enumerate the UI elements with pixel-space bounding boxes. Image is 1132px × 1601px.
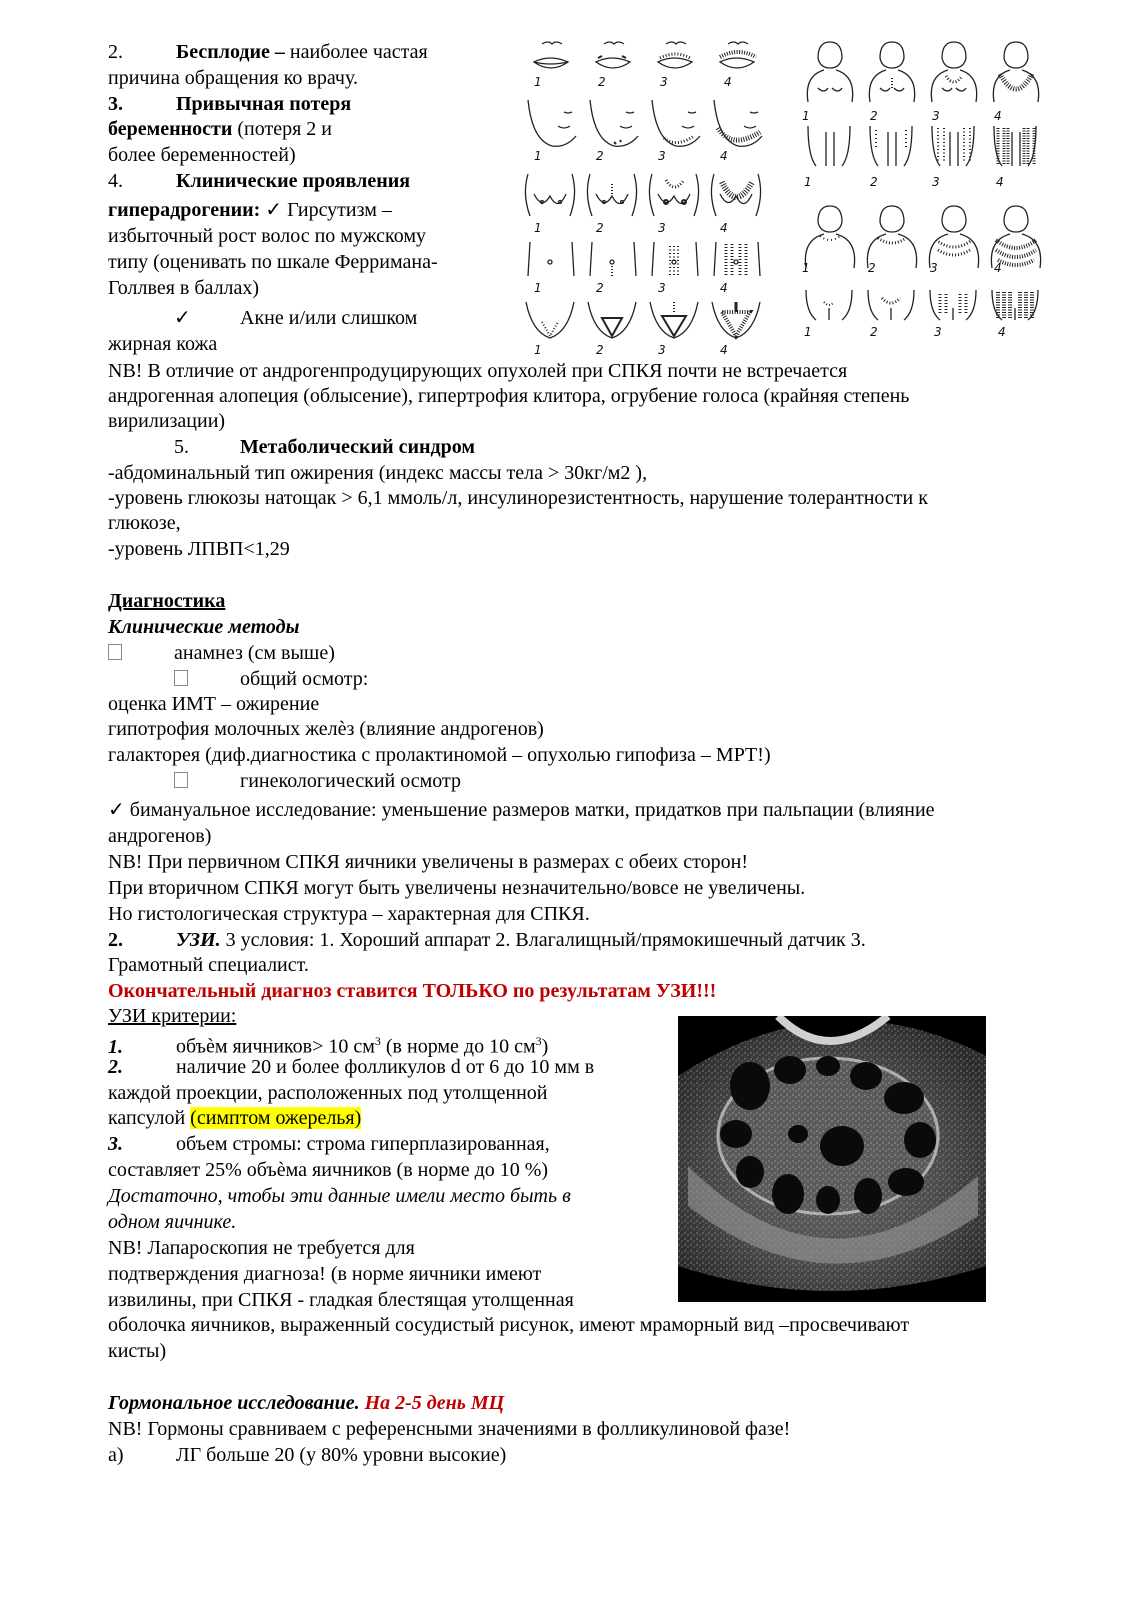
diagnostics-heading: Диагностика (108, 590, 226, 612)
enough-line1: Достаточно, чтобы эти данные имели место быть в (108, 1185, 571, 1207)
label-1: 1 (802, 261, 810, 275)
criterion2-line3 (108, 1106, 361, 1131)
anamnez-line (108, 641, 335, 666)
label-4: 4 (720, 343, 728, 357)
uzi-line1 (108, 928, 866, 953)
item3-line1 (108, 92, 351, 117)
uzi-text: 3 условия: 1. Хороший аппарат 2. Влагалищный/прямокишечный датчик 3. (225, 929, 866, 951)
bullet-box-icon (174, 772, 188, 788)
metab-line1: -абдоминальный тип ожирения (индекс массы тела > 30кг/м2 ), (108, 462, 648, 484)
item2-text: наиболее частая (289, 41, 428, 63)
label-4: 4 (994, 109, 1002, 123)
hormone-heading: Гормональное исследование. (108, 1392, 360, 1414)
item4-number: 4. (108, 170, 123, 192)
nb1-line2: андрогенная алопеция (облысение), гипертрофия клитора, огрубение голоса (крайняя степень (108, 385, 910, 407)
label-1: 1 (534, 75, 542, 89)
nb1-line1: NB! В отличие от андрогенпродуцирующих опухолей при СПКЯ почти не встречается (108, 360, 848, 382)
criterion2-text: наличие 20 и более фолликулов d от 6 до 10 мм в (176, 1056, 595, 1078)
label-1: 1 (534, 149, 542, 163)
metab-line4: -уровень ЛПВП<1,29 (108, 538, 290, 560)
label-4: 4 (720, 221, 728, 235)
superscript: 3 (535, 1034, 542, 1048)
nb2-line: NB! При первичном СПКЯ яичники увеличены в размерах с обеих сторон! (108, 851, 748, 873)
item5-line (174, 435, 475, 460)
ovary-ultrasound-image (678, 1016, 986, 1302)
item4-line5: Голлвея в баллах) (108, 277, 260, 299)
label-1: 1 (804, 175, 812, 189)
gipotrofia-line: гипотрофия молочных желѐз (влияние андрогенов) (108, 718, 544, 740)
criterion2-text-c: капсулой (108, 1107, 191, 1129)
acne-text: Акне и/или слишком (240, 307, 418, 329)
label-1: 1 (804, 325, 812, 339)
item4-line1 (108, 169, 410, 194)
hirsutism-scale-figure-right (796, 40, 1048, 342)
label-3: 3 (658, 281, 666, 295)
clinical-methods-subheading: Клинические методы (108, 616, 300, 638)
label-3: 3 (660, 75, 668, 89)
lap-line1: NB! Лапароскопия не требуется для (108, 1237, 415, 1259)
lap-line4: оболочка яичников, выраженный сосудистый рисунок, имеют мраморный вид –просвечивают (108, 1314, 910, 1336)
criterion3-text: объем стромы: строма гиперплазированная, (176, 1133, 550, 1155)
label-4: 4 (720, 149, 728, 163)
item3-title: Привычная потеря (176, 93, 352, 115)
bullet-box-icon (108, 644, 122, 660)
criterion3-line1 (108, 1132, 550, 1157)
label-3: 3 (658, 343, 666, 357)
osmotr-line (174, 667, 368, 692)
chin-row (528, 100, 762, 146)
lap-line3: извилины, при СПКЯ - гладкая блестящая утолщенная (108, 1289, 574, 1311)
lh-item-letter: а) (108, 1444, 124, 1466)
necklace-symptom-highlight: (симптом ожерелья) (190, 1107, 362, 1129)
item2-line2: причина обращения ко врачу. (108, 67, 358, 89)
metab-line3: глюкозе, (108, 512, 181, 534)
label-3: 3 (932, 175, 940, 189)
criterion1-text-b: (в норме до 10 см (380, 1035, 536, 1058)
biman-text: бимануальное исследование: уменьшение размеров матки, придатков при пальпации (влияние (129, 799, 935, 821)
uzi-line2: Грамотный специалист. (108, 954, 309, 976)
upper-torso-row (807, 42, 1038, 102)
acne-line2: жирная кожа (108, 333, 218, 355)
biman-line1 (108, 798, 935, 823)
item4-line2 (108, 198, 392, 223)
item3-line2 (108, 117, 332, 142)
item4-text: Гирсутизм – (287, 199, 392, 221)
uzi-title: УЗИ. (176, 929, 221, 951)
uzi-criteria-heading: УЗИ критерии: (108, 1005, 237, 1027)
uzi-number: 2. (108, 929, 123, 951)
vtor-line: При вторичном СПКЯ могут быть увеличены незначительно/вовсе не увеличены. (108, 877, 806, 899)
metab-line2: -уровень глюкозы натощак > 6,1 ммоль/л, инсулинорезистентность, нарушение толерантности к (108, 487, 928, 509)
label-4: 4 (998, 325, 1006, 339)
item2-number: 2. (108, 41, 123, 63)
label-4: 4 (724, 75, 732, 89)
label-1: 1 (534, 343, 542, 357)
label-2: 2 (596, 149, 604, 163)
imt-line: оценка ИМТ – ожирение (108, 693, 320, 715)
criterion2-number: 2. (108, 1056, 123, 1078)
anamnez-text: анамнез (см выше) (174, 642, 335, 664)
label-2: 2 (870, 325, 878, 339)
enough-line2: одном яичнике. (108, 1211, 237, 1233)
criterion1-number: 1. (108, 1035, 123, 1058)
label-3: 3 (932, 109, 940, 123)
hormone-day-note: На 2-5 день МЦ (364, 1392, 505, 1414)
item4-title-cont: гиперадрогении: (108, 199, 261, 221)
item5-number: 5. (174, 436, 189, 458)
check-icon: ✓ (174, 307, 191, 329)
superscript: 3 (374, 1034, 381, 1048)
lip-row (534, 42, 756, 68)
criterion2-line1 (108, 1055, 594, 1080)
abdomen-row (528, 242, 760, 276)
hirsutism-scale-figure-left (520, 34, 782, 360)
item2-line1 (108, 40, 428, 65)
bullet-box-icon (174, 670, 188, 686)
item3-text: (потеря 2 и (237, 118, 333, 140)
label-3: 3 (658, 221, 666, 235)
item5-title: Метаболический синдром (240, 436, 476, 458)
item3-line3: более беременностей) (108, 144, 296, 166)
item4-line3: избыточный рост волос по мужскому (108, 225, 426, 247)
biman-line2: андрогенов) (108, 825, 212, 847)
final-diagnosis-line: Окончательный диагноз ставится ТОЛЬКО по результатам УЗИ!!! (108, 980, 717, 1002)
gyn-text: гинекологический осмотр (240, 770, 461, 792)
check-icon: ✓ (265, 199, 283, 221)
lap-line5: кисты) (108, 1340, 167, 1362)
item3-number: 3. (108, 93, 123, 115)
back-row (805, 206, 1040, 268)
item4-title: Клинические проявления (176, 170, 411, 192)
label-3: 3 (658, 149, 666, 163)
label-2: 2 (596, 343, 604, 357)
item3-title-cont: беременности (108, 118, 233, 140)
acne-line1 (174, 306, 417, 331)
item2-title: Бесплодие – (176, 41, 285, 63)
label-1: 1 (534, 221, 542, 235)
hormone-nb-line: NB! Гормоны сравниваем с референсными значениями в фолликулиновой фазе! (108, 1418, 791, 1440)
gyn-line (174, 769, 461, 794)
label-2: 2 (870, 175, 878, 189)
label-1: 1 (802, 109, 810, 123)
label-2: 2 (870, 109, 878, 123)
lh-text: ЛГ больше 20 (у 80% уровни высокие) (176, 1444, 507, 1466)
label-2: 2 (596, 221, 604, 235)
label-2: 2 (868, 261, 876, 275)
label-4: 4 (720, 281, 728, 295)
criterion1-text-c: ) (541, 1035, 549, 1058)
hormone-heading-line (108, 1391, 504, 1416)
label-3: 3 (930, 261, 938, 275)
nb1-line3: вирилизации) (108, 410, 226, 432)
criterion2-line2: каждой проекции, расположенных под утолщенной (108, 1082, 548, 1104)
osmotr-text: общий осмотр: (240, 668, 369, 690)
label-3: 3 (934, 325, 942, 339)
lh-line (108, 1443, 506, 1468)
galaktoreya-line: галакторея (диф.диагностика с пролактиномой – опухолью гипофиза – МРТ!) (108, 744, 771, 766)
label-1: 1 (534, 281, 542, 295)
label-2: 2 (596, 281, 604, 295)
label-4: 4 (994, 261, 1002, 275)
label-4: 4 (996, 175, 1004, 189)
item4-line4: типу (оценивать по шкале Ферримана- (108, 251, 438, 273)
chest-row (525, 174, 760, 216)
label-2: 2 (598, 75, 606, 89)
thighs-row (808, 126, 1036, 166)
criterion3-number: 3. (108, 1133, 123, 1155)
pubic-row (526, 302, 760, 338)
check-icon: ✓ (108, 799, 125, 821)
criterion1-text: объѐм яичников> 10 см (176, 1035, 375, 1058)
gist-line: Но гистологическая структура – характерная для СПКЯ. (108, 903, 590, 925)
criterion3-line2: составляет 25% объѐма яичников (в норме до 10 %) (108, 1159, 549, 1181)
lower-back-row (806, 290, 1038, 320)
lap-line2: подтверждения диагноза! (в норме яичники имеют (108, 1263, 542, 1285)
